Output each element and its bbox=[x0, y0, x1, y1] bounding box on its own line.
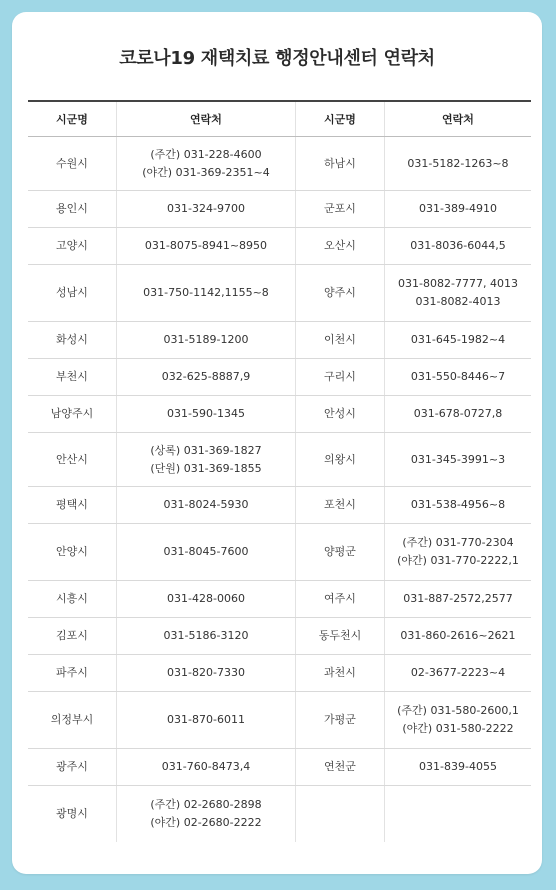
contact-cell bbox=[385, 618, 532, 655]
city-name: 화성시 bbox=[28, 322, 117, 359]
contact-cell bbox=[117, 749, 296, 786]
table-row bbox=[28, 191, 531, 228]
page-title: 코로나19 재택치료 행정안내센터 연락처 bbox=[119, 48, 435, 69]
city-name: 평택시 bbox=[28, 487, 117, 524]
phone-number: (야간) 031-770-2222,1 bbox=[397, 554, 519, 567]
table-row bbox=[28, 524, 531, 581]
contact-cell bbox=[385, 655, 532, 692]
city-name: 의정부시 bbox=[28, 692, 117, 749]
phone-number: 031-324-9700 bbox=[167, 202, 245, 215]
city-name: 의왕시 bbox=[296, 433, 385, 487]
city-name: 하남시 bbox=[296, 137, 385, 191]
phone-number: 031-760-8473,4 bbox=[161, 760, 251, 773]
city-name: 성남시 bbox=[28, 265, 117, 322]
city-name: 시흥시 bbox=[28, 581, 117, 618]
phone-number: 031-389-4910 bbox=[419, 202, 497, 215]
phone-number: 031-860-2616~2621 bbox=[400, 629, 516, 642]
city-name: 포천시 bbox=[296, 487, 385, 524]
phone-number: 031-8082-4013 bbox=[415, 295, 501, 308]
phone-number: 032-625-8887,9 bbox=[161, 370, 251, 383]
column-header-contact: 연락처 bbox=[117, 101, 296, 137]
phone-number: 031-5182-1263~8 bbox=[407, 156, 509, 170]
phone-number: 031-678-0727,8 bbox=[413, 407, 503, 420]
city-name: 구리시 bbox=[296, 359, 385, 396]
phone-number: 031-8075-8941~8950 bbox=[144, 239, 268, 252]
phone-number: 031-8036-6044,5 bbox=[410, 239, 506, 252]
city-name bbox=[296, 786, 385, 842]
table-row bbox=[28, 692, 531, 749]
contact-card bbox=[12, 12, 542, 874]
city-name: 안양시 bbox=[28, 524, 117, 581]
city-name: 안산시 bbox=[28, 433, 117, 487]
phone-number: (야간) 02-2680-2222 bbox=[150, 815, 262, 829]
contact-cell bbox=[385, 137, 532, 191]
phone-number: 031-538-4956~8 bbox=[410, 498, 506, 511]
city-name: 과천시 bbox=[296, 655, 385, 692]
phone-number: (주간) 02-2680-2898 bbox=[150, 797, 262, 811]
city-name: 여주시 bbox=[296, 581, 385, 618]
contact-cell bbox=[385, 487, 532, 524]
city-name: 광명시 bbox=[56, 806, 88, 820]
phone-number: (야간) 031-580-2222 bbox=[402, 722, 514, 735]
city-name: 양평군 bbox=[296, 524, 385, 581]
column-header-city: 시군명 bbox=[28, 101, 117, 137]
city-name: 남양주시 bbox=[28, 396, 117, 433]
table-row bbox=[28, 433, 531, 487]
contact-cell bbox=[385, 322, 532, 359]
phone-number: 031-750-1142,1155~8 bbox=[143, 286, 269, 299]
table-row bbox=[28, 618, 531, 655]
table-row bbox=[28, 322, 531, 359]
phone-number: 031-5189-1200 bbox=[163, 333, 249, 346]
phone-number: 031-5186-3120 bbox=[163, 629, 249, 642]
column-header-city: 시군명 bbox=[296, 101, 385, 137]
city-name: 연천군 bbox=[296, 749, 385, 786]
contact-cell bbox=[117, 692, 296, 749]
contact-cell bbox=[117, 228, 296, 265]
contact-cell bbox=[117, 786, 296, 842]
phone-number: 031-839-4055 bbox=[419, 760, 497, 773]
table-header-row bbox=[28, 101, 531, 137]
phone-number: (야간) 031-369-2351~4 bbox=[142, 165, 270, 179]
city-name: 안성시 bbox=[296, 396, 385, 433]
city-name: 수원시 bbox=[28, 137, 117, 191]
contact-cell bbox=[385, 265, 532, 322]
phone-number: 031-887-2572,2577 bbox=[403, 592, 513, 605]
contact-cell bbox=[117, 396, 296, 433]
city-name: 이천시 bbox=[296, 322, 385, 359]
phone-number: (주간) 031-228-4600 bbox=[150, 147, 262, 161]
contact-cell bbox=[385, 749, 532, 786]
contact-cell bbox=[117, 581, 296, 618]
table-row bbox=[28, 749, 531, 786]
phone-number: 031-590-1345 bbox=[167, 407, 245, 420]
city-name: 용인시 bbox=[28, 191, 117, 228]
city-name: 부천시 bbox=[28, 359, 117, 396]
phone-number: 031-550-8446~7 bbox=[410, 370, 506, 383]
contact-table bbox=[28, 100, 531, 842]
phone-number: (단원) 031-369-1855 bbox=[150, 461, 262, 475]
contact-cell bbox=[385, 228, 532, 265]
table-row bbox=[28, 396, 531, 433]
contact-cell bbox=[117, 191, 296, 228]
table-row bbox=[28, 359, 531, 396]
phone-number: (상록) 031-369-1827 bbox=[150, 443, 262, 457]
contact-cell bbox=[385, 191, 532, 228]
contact-cell bbox=[117, 524, 296, 581]
table-row bbox=[28, 581, 531, 618]
contact-cell bbox=[117, 359, 296, 396]
city-name: 김포시 bbox=[28, 618, 117, 655]
contact-cell bbox=[385, 433, 532, 487]
table-row bbox=[28, 655, 531, 692]
contact-cell bbox=[385, 359, 532, 396]
contact-cell bbox=[117, 655, 296, 692]
phone-number: 031-8024-5930 bbox=[163, 498, 249, 511]
phone-number: 031-820-7330 bbox=[167, 666, 245, 679]
phone-number: 031-870-6011 bbox=[167, 713, 245, 726]
contact-cell bbox=[117, 137, 296, 191]
phone-number: 031-8045-7600 bbox=[163, 545, 249, 558]
table-body bbox=[28, 137, 531, 842]
phone-number: (주간) 031-580-2600,1 bbox=[397, 704, 519, 717]
city-name: 광주시 bbox=[28, 749, 117, 786]
phone-number: 031-345-3991~3 bbox=[410, 452, 506, 466]
city-name: 고양시 bbox=[28, 228, 117, 265]
table-row bbox=[28, 137, 531, 191]
city-name: 파주시 bbox=[28, 655, 117, 692]
contact-cell bbox=[117, 265, 296, 322]
contact-cell bbox=[385, 786, 532, 842]
city-name: 오산시 bbox=[296, 228, 385, 265]
city-name: 동두천시 bbox=[296, 618, 385, 655]
phone-number: 031-428-0060 bbox=[167, 592, 245, 605]
phone-number: (주간) 031-770-2304 bbox=[402, 536, 514, 549]
contact-cell bbox=[117, 487, 296, 524]
table-row bbox=[28, 265, 531, 322]
phone-number: 031-8082-7777, 4013 bbox=[398, 277, 518, 290]
table-row bbox=[28, 786, 531, 842]
contact-cell bbox=[385, 524, 532, 581]
phone-number: 02-3677-2223~4 bbox=[410, 666, 506, 679]
contact-cell bbox=[117, 433, 296, 487]
city-name: 가평군 bbox=[296, 692, 385, 749]
contact-cell bbox=[117, 618, 296, 655]
city-name: 양주시 bbox=[296, 265, 385, 322]
phone-number: 031-645-1982~4 bbox=[410, 333, 506, 346]
contact-cell bbox=[385, 396, 532, 433]
table-row bbox=[28, 228, 531, 265]
table-row bbox=[28, 487, 531, 524]
column-header-contact: 연락처 bbox=[385, 101, 532, 137]
contact-cell bbox=[385, 692, 532, 749]
contact-cell bbox=[117, 322, 296, 359]
city-name: 군포시 bbox=[296, 191, 385, 228]
contact-cell bbox=[385, 581, 532, 618]
